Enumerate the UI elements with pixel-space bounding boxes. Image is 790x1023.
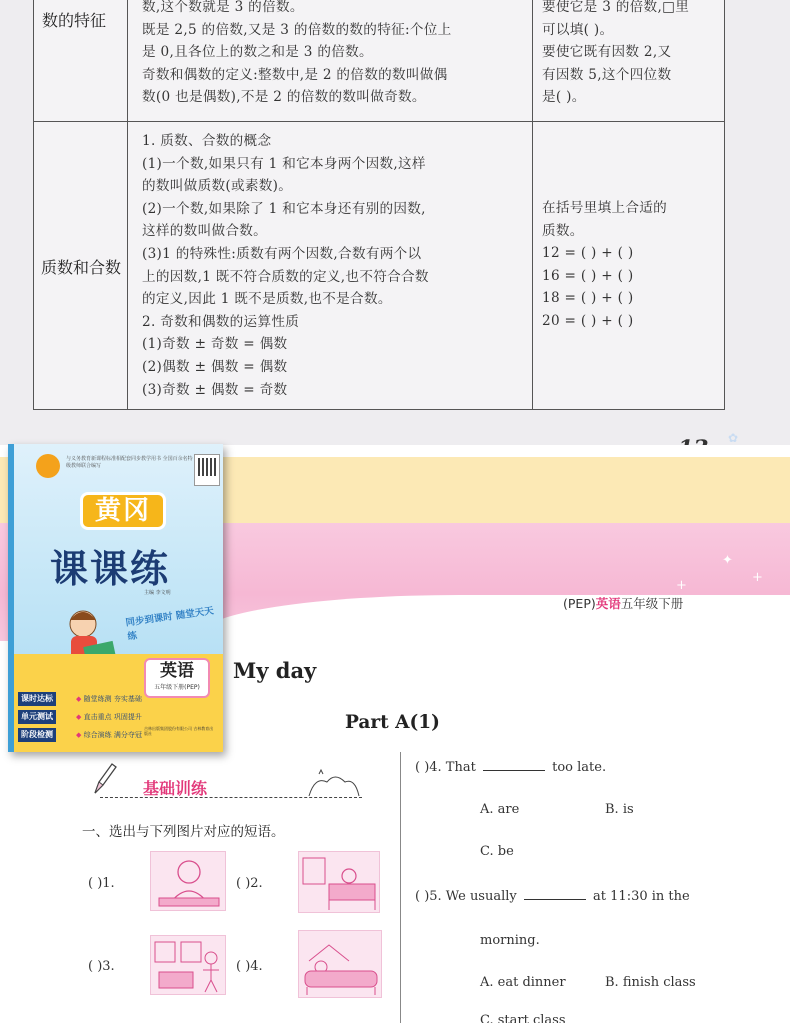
cover-subject: 英语 bbox=[160, 661, 194, 681]
cover-title: 课课练 bbox=[50, 547, 171, 591]
row-title-number-features: 数的特征 bbox=[42, 11, 107, 30]
option-a: A. are bbox=[480, 802, 520, 817]
answer-blank-3[interactable]: ( )3. bbox=[88, 959, 115, 974]
section-heading: 基础训练 bbox=[143, 779, 208, 798]
unit-title: My day bbox=[233, 658, 317, 683]
sparkle-icon: ✦ bbox=[722, 553, 733, 568]
picture-go-to-bed bbox=[298, 930, 382, 998]
question-5-text-end: at 11:30 in the bbox=[593, 889, 690, 904]
header-wave bbox=[200, 595, 790, 665]
option-a: A. eat dinner bbox=[480, 975, 566, 990]
picture-eat-dinner bbox=[150, 851, 226, 911]
question-4 bbox=[415, 760, 606, 775]
exercise-line: 有因数 5,这个四位数 bbox=[542, 66, 672, 83]
content-line: 的定义,因此 1 既不是质数,也不是合数。 bbox=[142, 291, 392, 308]
cover-publisher: 吉林出版集团股份有限公司 吉林教育出版社 bbox=[144, 726, 214, 736]
part-title: Part A(1) bbox=[345, 712, 440, 733]
content-line: 2. 奇数和偶数的运算性质 bbox=[142, 313, 300, 330]
math-page bbox=[0, 0, 790, 445]
question-5-text: ( )5. We usually bbox=[415, 889, 517, 904]
question-5-continuation: morning. bbox=[480, 933, 540, 948]
row1-content bbox=[142, 0, 452, 109]
exercise-line: 18 = ( ) + ( ) bbox=[542, 290, 634, 307]
answer-blank-2[interactable]: ( )2. bbox=[236, 876, 263, 891]
exercise-line: 要使它既有因数 2,又 bbox=[542, 44, 672, 61]
exercise-line: 要使它是 3 的倍数,□里 bbox=[542, 0, 690, 15]
pep-label: (PEP) bbox=[563, 596, 596, 611]
cover-tag: 课时达标 bbox=[18, 692, 56, 706]
content-line: 奇数和偶数的定义:整数中,是 2 的倍数的数叫做偶 bbox=[142, 66, 448, 83]
cover-tag-text: ◆ 直击重点 巩固提升 bbox=[76, 710, 142, 724]
content-line: 1. 质数、合数的概念 bbox=[142, 133, 272, 149]
grade-label: 五年级下册 bbox=[620, 596, 684, 611]
option-c: C. start class bbox=[480, 1013, 566, 1023]
row1-exercise bbox=[542, 0, 689, 109]
option-b: B. finish class bbox=[605, 975, 696, 990]
table-divider bbox=[532, 0, 533, 409]
question-4-text: ( )4. That bbox=[415, 760, 476, 775]
exercise-line: 12 = ( ) + ( ) bbox=[542, 245, 634, 262]
exercise-line: 在括号里填上合适的 bbox=[542, 200, 668, 216]
cover-brand-badge: 黄冈 bbox=[80, 492, 166, 530]
cover-editor: 主编 李文明 bbox=[144, 590, 171, 596]
content-line: (1)一个数,如果只有 1 和它本身两个因数,这样 bbox=[142, 155, 426, 172]
cover-subject-badge bbox=[144, 658, 210, 698]
option-b: B. is bbox=[605, 802, 634, 817]
table-row-divider bbox=[34, 121, 724, 122]
content-line: (2)一个数,如果除了 1 和它本身还有别的因数, bbox=[142, 200, 426, 217]
cover-tag-text: ◆ 综合演练 满分夺冠 bbox=[76, 728, 142, 742]
publisher-logo bbox=[36, 454, 60, 478]
table-divider bbox=[127, 0, 128, 409]
sparkle-icon: + bbox=[752, 570, 763, 585]
answer-blank[interactable] bbox=[483, 770, 545, 771]
book-header-label bbox=[563, 594, 683, 612]
exercise-line: 是( )。 bbox=[542, 89, 586, 106]
question-5 bbox=[415, 889, 690, 904]
picture-do-morning-exercises bbox=[150, 935, 226, 995]
content-line: (2)偶数 ± 偶数 = 偶数 bbox=[142, 358, 288, 375]
content-line: 上的因数,1 既不符合质数的定义,也不符合合数 bbox=[142, 268, 429, 285]
content-line: 的数叫做质数(或素数)。 bbox=[142, 178, 293, 195]
column-divider bbox=[400, 752, 401, 1023]
question-instruction: 一、选出与下列图片对应的短语。 bbox=[82, 824, 285, 840]
answer-blank[interactable] bbox=[524, 899, 586, 900]
subject-label: 英语 bbox=[595, 596, 621, 611]
answer-blank-4[interactable]: ( )4. bbox=[236, 959, 263, 974]
answer-blank-1[interactable]: ( )1. bbox=[88, 876, 115, 891]
content-line: 是 0,且各位上的数之和是 3 的倍数。 bbox=[142, 44, 373, 61]
cover-slogan: 同步到课时 随堂天天练 bbox=[124, 605, 215, 643]
cover-tag: 单元测试 bbox=[18, 710, 56, 724]
exercise-line: 16 = ( ) + ( ) bbox=[542, 267, 634, 284]
house-doodle-icon bbox=[305, 768, 363, 798]
option-c: C. be bbox=[480, 844, 514, 859]
question-4-text-end: too late. bbox=[552, 760, 607, 775]
sparkle-icon: + bbox=[676, 578, 687, 593]
cover-tag: 阶段检测 bbox=[18, 728, 56, 742]
cover-subtitle: 与义务教育新课程标准相配套同步教学用书 全国百余名特级教师联合编写 bbox=[66, 456, 193, 469]
exercise-line: 可以填( )。 bbox=[542, 21, 614, 38]
content-line: (3)奇数 ± 偶数 = 奇数 bbox=[142, 381, 288, 398]
content-line: 这样的数叫做合数。 bbox=[142, 223, 268, 240]
picture-get-up bbox=[298, 851, 380, 913]
content-line: 数,这个数就是 3 的倍数。 bbox=[142, 0, 304, 15]
content-line: (1)奇数 ± 奇数 = 偶数 bbox=[142, 336, 288, 353]
exercise-line: 20 = ( ) + ( ) bbox=[542, 312, 634, 329]
content-line: 既是 2,5 的倍数,又是 3 的倍数的数的特征:个位上 bbox=[142, 21, 452, 38]
pencil-icon bbox=[90, 760, 118, 796]
row2-content bbox=[142, 130, 429, 401]
book-cover bbox=[8, 444, 223, 752]
exercise-line: 质数。 bbox=[542, 222, 584, 239]
content-line: 数(0 也是偶数),不是 2 的倍数的数叫做奇数。 bbox=[142, 89, 426, 106]
math-summary-table bbox=[33, 0, 725, 410]
qr-code-icon bbox=[194, 454, 220, 486]
row-title-prime-composite: 质数和合数 bbox=[41, 258, 122, 277]
flower-icon: ✿ bbox=[728, 431, 739, 445]
cover-subject-grade: 五年级下册(PEP) bbox=[154, 684, 200, 691]
cover-tag-text: ◆ 随堂练测 夯实基础 bbox=[76, 692, 142, 706]
row2-exercise bbox=[542, 197, 667, 333]
content-line: (3)1 的特殊性:质数有两个因数,合数有两个以 bbox=[142, 245, 422, 262]
